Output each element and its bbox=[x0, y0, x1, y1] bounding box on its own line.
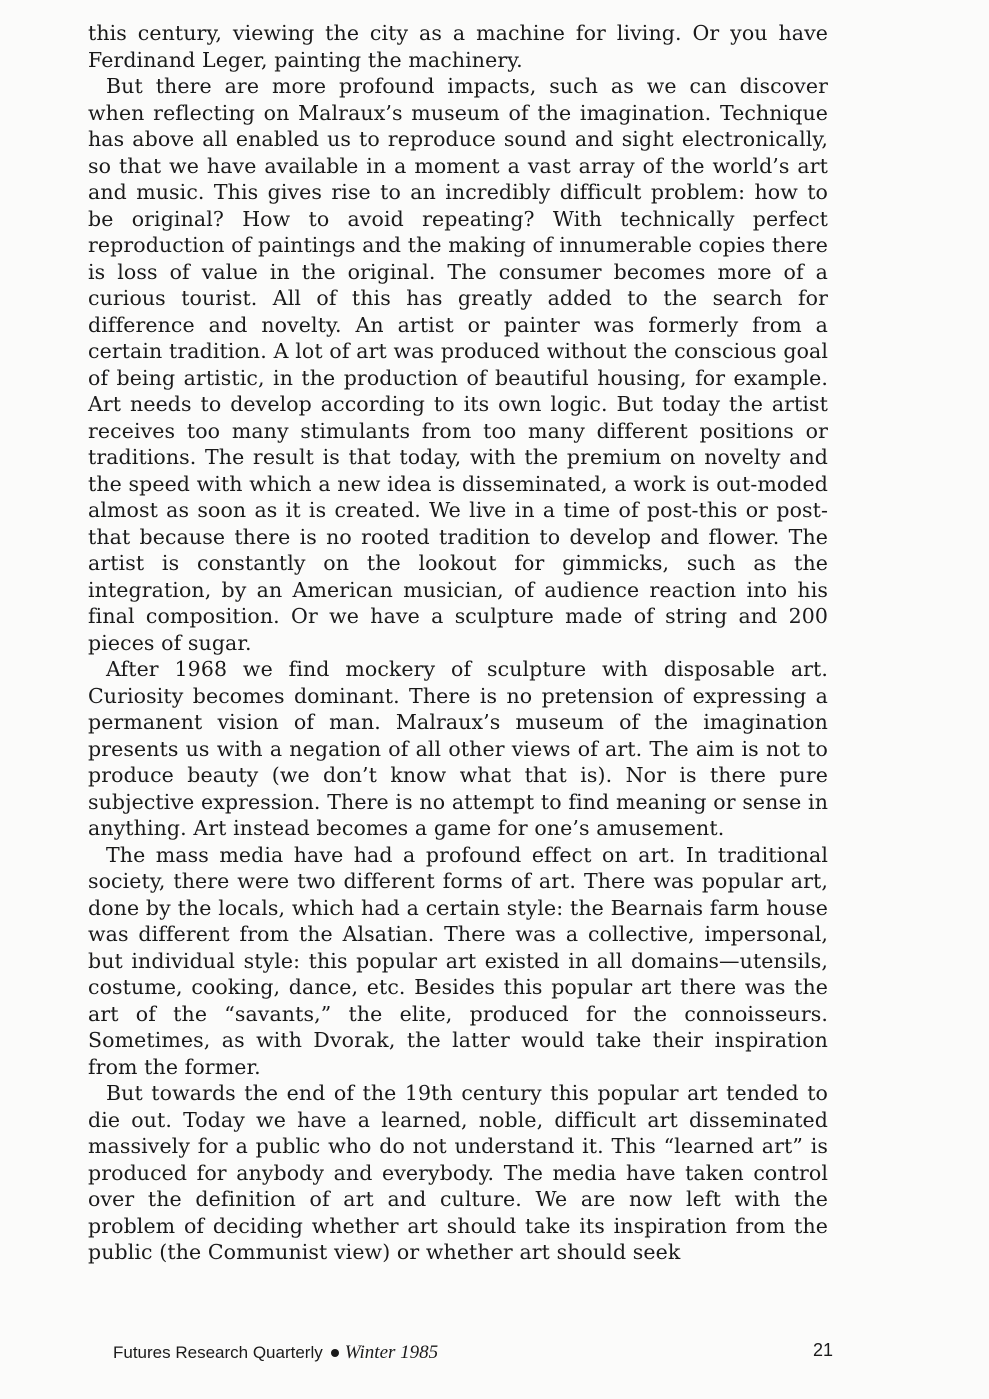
body-text bbox=[88, 20, 828, 1266]
page-number: 21 bbox=[812, 1340, 833, 1360]
paragraph: But there are more profound impacts, such as we can discover when reflecting on Malraux’s museum of the imagination. Technique has above all enabled us to reproduce sound and sight electronically, so that we have available in a moment a vast array of the world’s art and music. This gives rise to an incredibly difficult problem: how to be original? How to avoid repeating? With technically perfect reproduction of paintings and the making of innumerable copies there is loss of value in the original. The consumer becomes more of a curious tourist. All of this has greatly added to the search for difference and novelty. An artist or painter was formerly from a certain tradition. A lot of art was produced without the conscious goal of being artistic, in the production of beautiful housing, for example. Art needs to develop according to its own logic. But today the artist receives too many stimulants from too many different positions or traditions. The result is that today, with the premium on novelty and the speed with which a new idea is disseminated, a work is out-moded almost as soon as it is created. We live in a time of post-this or post-that because there is no rooted tradition to develop and flower. The artist is constantly on the lookout for gimmicks, such as the integration, by an American musician, of audience reaction into his final composition. Or we have a sculpture made of string and 200 pieces of sugar. bbox=[88, 74, 828, 655]
footer-citation bbox=[113, 1342, 438, 1364]
page-footer bbox=[113, 1338, 833, 1368]
paragraph: After 1968 we find mockery of sculpture with disposable art. Curiosity becomes dominant. There is no pretension of expressing a permanent vision of man. Malraux’s museum of the imagination presents us with a negation of all other views of art. The aim is not to produce beauty (we don’t know what that is). Nor is there pure subjective expression. There is no attempt to find meaning or sense in anything. Art instead becomes a game for one’s amusement. bbox=[88, 657, 828, 840]
journal-name: Futures Research Quarterly bbox=[113, 1343, 323, 1362]
issue-date: Winter 1985 bbox=[344, 1342, 439, 1363]
paragraph: this century, viewing the city as a machine for living. Or you have Ferdinand Leger, painting the machinery. bbox=[88, 21, 828, 72]
paragraph: The mass media have had a profound effect on art. In traditional society, there were two different forms of art. There was popular art, done by the locals, which had a certain style: the Bearnais farm house was different from the Alsatian. There was a collective, impersonal, but individual style: this popular art existed in all domains—utensils, costume, cooking, dance, etc. Besides this popular art there was the art of the “savants,” the elite, produced for the connoisseurs. Sometimes, as with Dvorak, the latter would take their inspiration from the former. bbox=[88, 842, 828, 1079]
bullet-icon bbox=[331, 1349, 339, 1357]
paragraph: But towards the end of the 19th century this popular art tended to die out. Today we have a learned, noble, difficult art disseminated massively for a public who do not understand it. This “learned art” is produced for anybody and everybody. The media have taken control over the definition of art and culture. We are now left with the problem of deciding whether art should take its inspiration from the public (the Communist view) or whether art should seek bbox=[88, 1081, 828, 1264]
